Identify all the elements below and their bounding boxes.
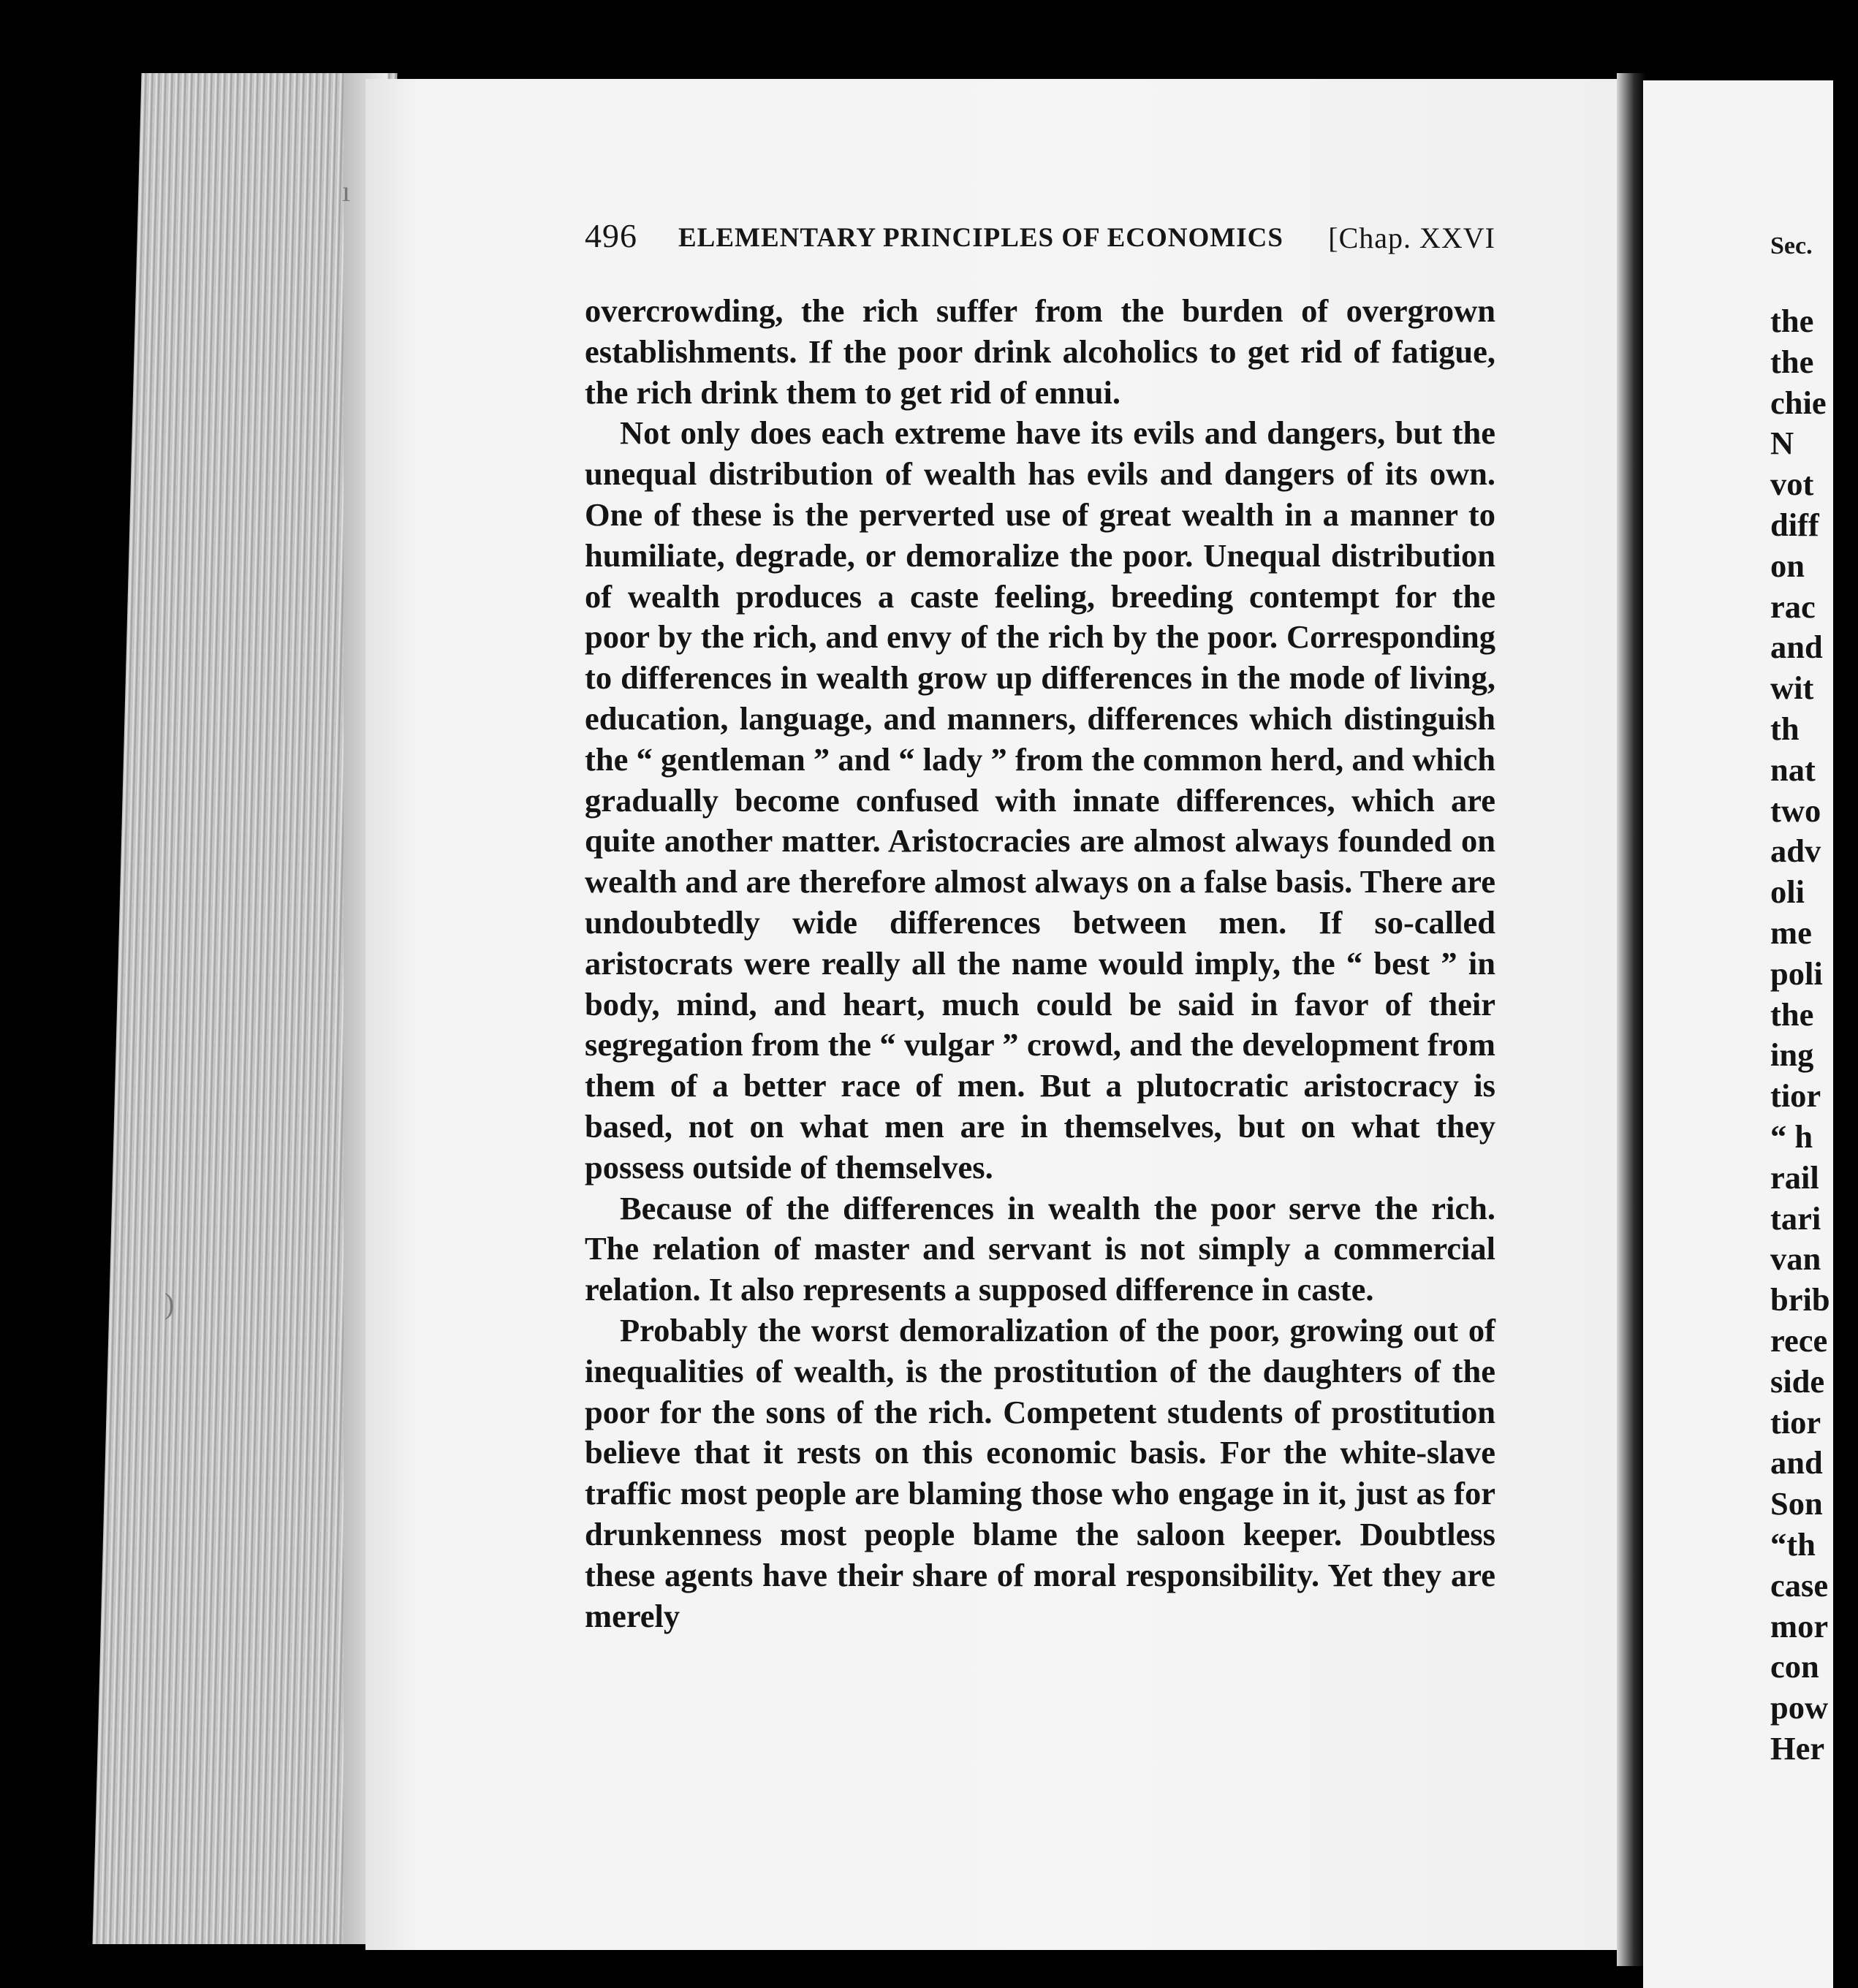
book-gutter — [1617, 73, 1646, 1966]
edge-mark: ı — [342, 175, 351, 208]
right-page-line: the — [1770, 995, 1814, 1033]
right-page-line: diff — [1770, 506, 1819, 543]
right-page-line: and — [1770, 629, 1823, 666]
right-page-line: tior — [1770, 1077, 1821, 1115]
right-page-line: “th — [1770, 1525, 1816, 1563]
right-page-line: con — [1770, 1648, 1819, 1685]
right-page-line: N — [1770, 425, 1794, 462]
right-page-line: rece — [1770, 1321, 1828, 1359]
right-page-line: two — [1770, 792, 1821, 829]
right-page-line: vot — [1770, 466, 1814, 503]
paragraph: Probably the worst demoralization of the poor, growing out of inequalities of wealth, is the prostitution of the daughters of the poor for the sons of the rich. Competent students of prostitution believe that it rests on this economic basis. For the white-slave traffic most people are blaming those who engage in it, just as for drunkenness most people blame the saloon keeper. Doubtless these agents have their share of moral responsibility. Yet they are merely — [585, 1311, 1495, 1634]
right-page-line: chie — [1770, 384, 1827, 421]
right-page-line: th — [1770, 710, 1800, 747]
right-page-line: oli — [1770, 873, 1805, 911]
paragraph: overcrowding, the rich suffer from the burden of overgrown establishments. If the poor drink alcoholics to get rid of fatigue, the rich drink them to get rid of ennui. — [585, 292, 1495, 411]
right-page-line: rac — [1770, 588, 1816, 625]
body-text — [585, 291, 1495, 1636]
right-page-text-fragment — [1770, 301, 1858, 1769]
right-page-line: mor — [1770, 1607, 1829, 1644]
right-page-line: adv — [1770, 832, 1821, 870]
right-page-line: and — [1770, 1444, 1823, 1481]
right-page-line: rail — [1770, 1158, 1819, 1196]
right-page-line: Son — [1770, 1485, 1823, 1522]
running-title: ELEMENTARY PRINCIPLES OF ECONOMICS — [678, 223, 1283, 253]
right-page-line: pow — [1770, 1689, 1829, 1726]
running-header — [585, 216, 1495, 260]
right-page-line: on — [1770, 547, 1805, 584]
right-page-line: side — [1770, 1362, 1825, 1400]
chapter-label: [Chap. XXVI — [1328, 221, 1495, 254]
right-page-line: tari — [1770, 1199, 1821, 1237]
right-page-line: tior — [1770, 1403, 1821, 1441]
right-page-line: brib — [1770, 1281, 1830, 1319]
right-page-line: poli — [1770, 955, 1823, 992]
right-page-line: ing — [1770, 1036, 1814, 1074]
right-page-line: the — [1770, 303, 1814, 339]
right-page-line: van — [1770, 1240, 1821, 1278]
right-page-line: Her — [1770, 1729, 1825, 1767]
page-number: 496 — [585, 217, 637, 254]
paragraph: Not only does each extreme have its evils and dangers, but the unequal distribution of wealth has evils and dangers of its own. One of these is the perverted use of great wealth in a manner to humiliate, degrade, or demoralize the poor. Unequal distribution of wealth produces a caste feeling, breeding contempt for the poor by the rich, and envy of the rich by the poor. Corresponding to differences in wealth grow up differences in the mode of living, education, language, and manners, differences which distinguish the “ gentleman ” and “ lady ” from the common herd, and which gradually become confused with innate differences, which are quite another matter. Aristocracies are almost always founded on wealth and are therefore almost always on a false basis. There are undoubtedly wide differences between men. If so-called aristocrats were really all the name would imply, the “ best ” in body, mind, and heart, much could be said in favor of their segregation from the “ vulgar ” crowd, and the development from them of a better race of men. But a plutocratic aristocracy is based, not on what men are in themselves, but on what they possess outside of themselves. — [585, 414, 1495, 1185]
right-page-line: “ h — [1770, 1118, 1813, 1155]
right-page-line: the — [1770, 343, 1814, 380]
right-page-line: case — [1770, 1566, 1829, 1604]
right-page-line: nat — [1770, 751, 1816, 788]
right-page-header: Sec. — [1770, 232, 1813, 259]
edge-mark: ) — [164, 1287, 175, 1320]
paragraph: Because of the differences in wealth the poor serve the rich. The relation of master and servant is not simply a commercial relation. It also represents a supposed difference in caste. — [585, 1189, 1495, 1308]
right-page-line: me — [1770, 914, 1812, 951]
right-page-line: wit — [1770, 669, 1814, 707]
